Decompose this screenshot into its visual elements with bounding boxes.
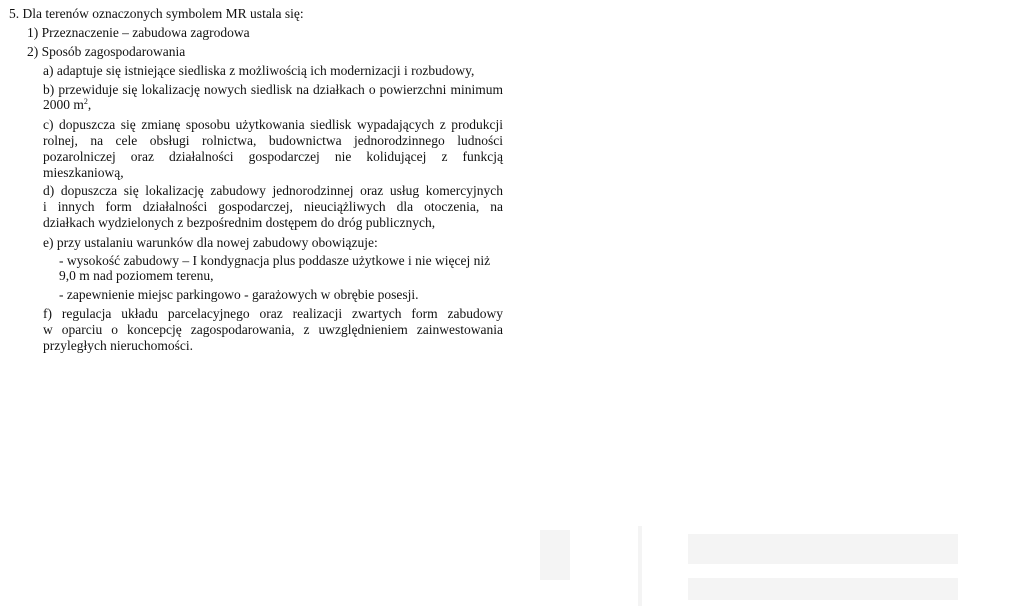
point-d-line-1: d) dopuszcza się lokalizację zabudowy jednorodzinnej oraz usług komercyjnych (43, 183, 503, 198)
faint-watermark (540, 520, 980, 612)
point-b-line-1: b) przewiduje się lokalizację nowych siedlisk na działkach o powierzchni minimum (43, 82, 503, 97)
point-c-line-3: pozarolniczej oraz działalności gospodarczej nie kolidującej z funkcją (43, 149, 503, 164)
point-b-line-2: 2000 $m^2$, (43, 97, 92, 112)
point-c-line-4: mieszkaniową, (43, 165, 124, 180)
point-e-dash-1-line-2: 9,0 m nad poziomem terenu, (59, 268, 214, 283)
point-e-dash-1-line-1: - wysokość zabudowy – I kondygnacja plus poddasze użytkowe i nie więcej niż (59, 253, 491, 268)
section-heading: 5. Dla terenów oznaczonych symbolem MR ustala się: (9, 6, 304, 21)
point-d-line-3: działkach wydzielonych z bezpośrednim dostępem do dróg publicznych, (43, 215, 436, 230)
point-c-line-1: c) dopuszcza się zmianę sposobu użytkowania siedlisk wypadających z produkcji (43, 117, 503, 132)
point-e-dash-2: - zapewnienie miejsc parkingowo - garażowych w obrębie posesji. (59, 287, 419, 302)
item-2: 2) Sposób zagospodarowania (27, 44, 186, 59)
point-f-line-2: w oparciu o koncepcję zagospodarowania, z uwzględnieniem zainwestowania (43, 322, 503, 337)
point-f-line-3: przyległych nieruchomości. (43, 338, 193, 353)
item-1: 1) Przeznaczenie – zabudowa zagrodowa (27, 25, 250, 40)
point-d-line-2: i innych form działalności gospodarczej, nieuciążliwych dla otoczenia, na (43, 199, 503, 214)
point-e: e) przy ustalaniu warunków dla nowej zabudowy obowiązuje: (43, 235, 378, 250)
point-a: a) adaptuje się istniejące siedliska z możliwością ich modernizacji i rozbudowy, (43, 63, 475, 78)
point-f-line-1: f) regulacja układu parcelacyjnego oraz realizacji zwartych form zabudowy (43, 306, 503, 321)
point-c-line-2: rolnej, na cele obsługi rolnictwa, budownictwa jednorodzinnego ludności (43, 133, 503, 148)
